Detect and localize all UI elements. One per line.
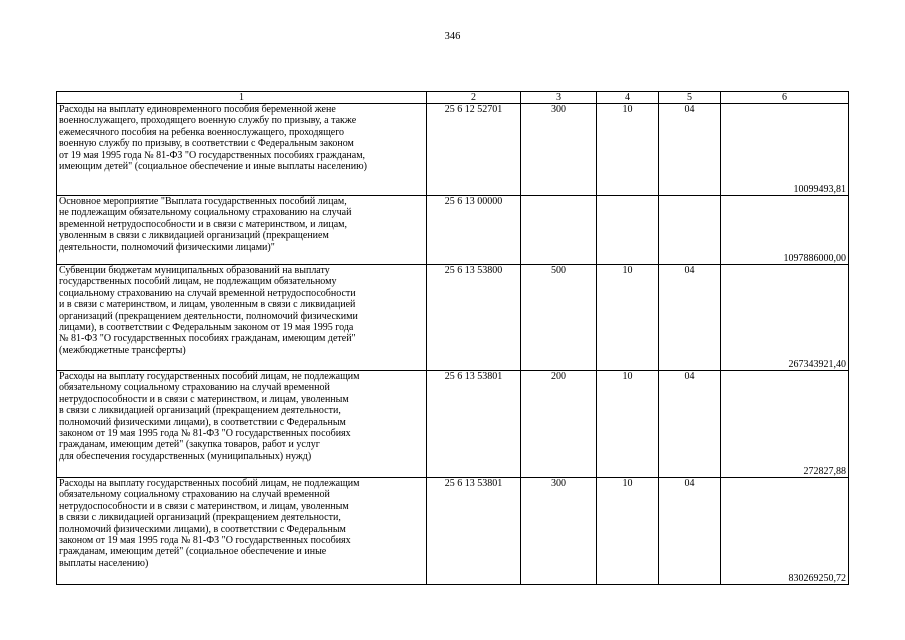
row-col5: 04 bbox=[659, 265, 721, 371]
row-col4: 10 bbox=[597, 104, 659, 196]
row-col3: 500 bbox=[521, 265, 597, 371]
row-col4: 10 bbox=[597, 478, 659, 585]
table-row bbox=[57, 104, 849, 196]
row-code: 25 6 13 53801 bbox=[427, 478, 521, 585]
row-code: 25 6 13 53800 bbox=[427, 265, 521, 371]
header-cell: 3 bbox=[521, 92, 597, 104]
row-col4: 10 bbox=[597, 265, 659, 371]
row-amount: 1097886000,00 bbox=[721, 196, 849, 265]
row-col4: 10 bbox=[597, 371, 659, 478]
budget-table bbox=[56, 91, 849, 585]
row-col5: 04 bbox=[659, 478, 721, 585]
row-amount: 272827,88 bbox=[721, 371, 849, 478]
row-col4 bbox=[597, 196, 659, 265]
row-code: 25 6 12 52701 bbox=[427, 104, 521, 196]
table-row bbox=[57, 196, 849, 265]
page-number: 346 bbox=[444, 31, 461, 42]
header-cell: 6 bbox=[721, 92, 849, 104]
row-amount: 10099493,81 bbox=[721, 104, 849, 196]
row-col3 bbox=[521, 196, 597, 265]
row-amount: 830269250,72 bbox=[721, 478, 849, 585]
table-header-row bbox=[57, 92, 849, 104]
row-col5: 04 bbox=[659, 104, 721, 196]
table-row bbox=[57, 478, 849, 585]
row-col5 bbox=[659, 196, 721, 265]
row-code: 25 6 13 00000 bbox=[427, 196, 521, 265]
row-col5: 04 bbox=[659, 371, 721, 478]
row-col3: 300 bbox=[521, 104, 597, 196]
row-description: Расходы на выплату государственных пособий лицам, не подлежащим обязательному социальному страхованию на случай временной нетрудоспособности и в связи с материнством, и лицам, уволенным в связи с ликвидацией организаций (прекращением деятельности, полномочий физическими лицами), в соответствии с Федеральным законом от 19 мая 1995 года № 81-ФЗ "О государственных пособиях гражданам, имеющим детей" (социальное обеспечение и иные выплаты населению) bbox=[57, 478, 427, 585]
row-description: Расходы на выплату единовременного пособия беременной жене военнослужащего, проходящего военную службу по призыву, а также ежемесячного пособия на ребенка военнослужащего, проходящего военную службу по призыву, в соответствии с Федеральным законом от 19 мая 1995 года № 81-ФЗ "О государственных пособиях гражданам, имеющим детей" (социальное обеспечение и иные выплаты населению) bbox=[57, 104, 427, 196]
row-code: 25 6 13 53801 bbox=[427, 371, 521, 478]
row-description: Основное мероприятие "Выплата государственных пособий лицам, не подлежащим обязательному социальному страхованию на случай временной нетрудоспособности и в связи с материнством, и лицам, уволенным в связи с ликвидацией организаций (прекращением деятельности, полномочий физическими лицами)" bbox=[57, 196, 427, 265]
header-cell: 2 bbox=[427, 92, 521, 104]
header-cell: 4 bbox=[597, 92, 659, 104]
row-col3: 200 bbox=[521, 371, 597, 478]
header-cell: 1 bbox=[57, 92, 427, 104]
row-description: Расходы на выплату государственных пособий лицам, не подлежащим обязательному социальному страхованию на случай временной нетрудоспособности и в связи с материнством, и лицам, уволенным в связи с ликвидацией организаций (прекращением деятельности, полномочий физическими лицами), в соответствии с Федеральным законом от 19 мая 1995 года № 81-ФЗ "О государственных пособиях гражданам, имеющим детей" (закупка товаров, работ и услуг для обеспечения государственных (муниципальных) нужд) bbox=[57, 371, 427, 478]
table-row bbox=[57, 265, 849, 371]
table-row bbox=[57, 371, 849, 478]
row-description: Субвенции бюджетам муниципальных образований на выплату государственных пособий лицам, не подлежащим обязательному социальному страхованию на случай временной нетрудоспособности и в связи с материнством, и лицам, уволенным в связи с ликвидацией организаций (прекращением деятельности, полномочий физическими лицами), в соответствии с Федеральным законом от 19 мая 1995 года № 81-ФЗ "О государственных пособиях гражданам, имеющим детей" (межбюджетные трансферты) bbox=[57, 265, 427, 371]
header-cell: 5 bbox=[659, 92, 721, 104]
row-amount: 267343921,40 bbox=[721, 265, 849, 371]
row-col3: 300 bbox=[521, 478, 597, 585]
